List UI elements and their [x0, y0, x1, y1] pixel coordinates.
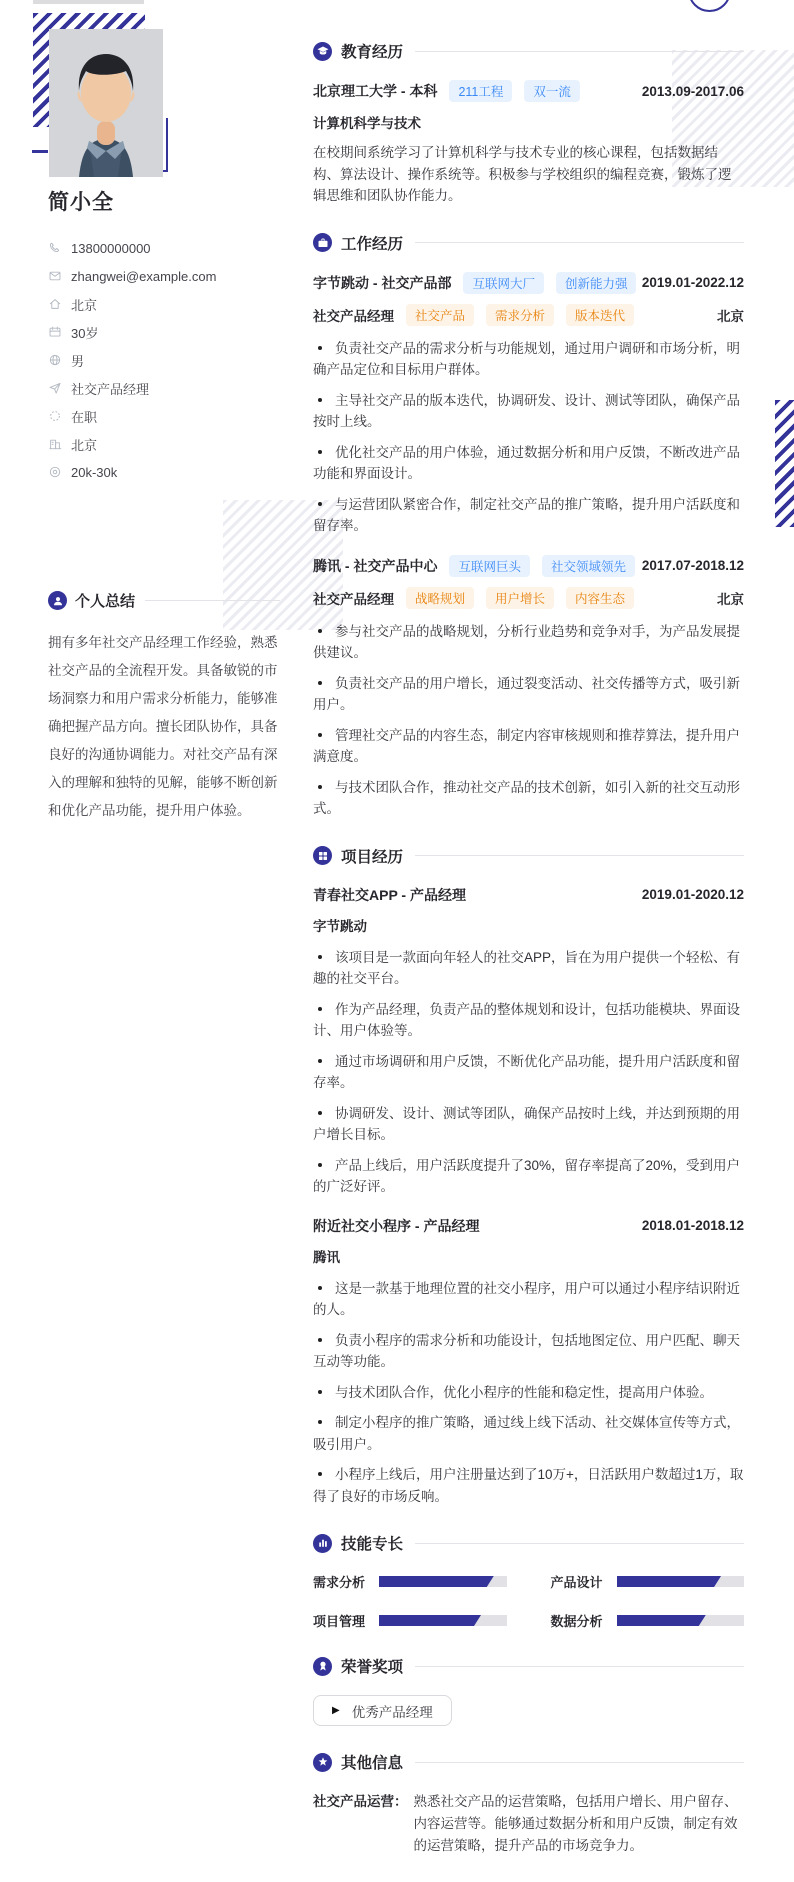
bullet-dot	[318, 1390, 322, 1394]
other-title: 其他信息	[341, 1755, 404, 1772]
school-tag: 双一流	[524, 80, 580, 102]
summary-text: 拥有多年社交产品经理工作经验，熟悉社交产品的全流程开发。具备敏锐的市场洞察力和用户需求分析能力，能够准确把握产品方向。擅长团队协作，具备良好的沟通协调能力。对社交产品有深入的理解和独特的见解，能够不断创新和优化产品功能，提升用户体验。	[48, 635, 278, 818]
project-name: 青春社交APP - 产品经理	[313, 886, 466, 903]
contact-text: 在职	[71, 409, 98, 425]
skill-label: 数据分析	[550, 1614, 603, 1629]
company-row	[313, 555, 744, 577]
position-icon	[48, 381, 62, 395]
photo-corner-bracket	[166, 118, 168, 172]
honor-label: 优秀产品经理	[351, 1704, 433, 1720]
home-icon	[48, 297, 62, 311]
work-date: 2019.01-2022.12	[641, 275, 744, 290]
section-divider	[415, 51, 744, 52]
age-icon	[48, 325, 62, 339]
projects-title: 项目经历	[341, 848, 404, 866]
bullet-dot	[318, 1007, 322, 1011]
project-head-row	[313, 1216, 744, 1236]
section-divider	[415, 1762, 744, 1763]
skill-label: 项目管理	[313, 1614, 366, 1629]
contact-text: 13800000000	[71, 240, 151, 256]
bullet-item: 通过市场调研和用户反馈，不断优化产品功能，提升用户活跃度和留存率。	[313, 1053, 740, 1090]
role-name: 社交产品经理	[313, 308, 394, 324]
education-title: 教育经历	[341, 44, 404, 61]
bullet-item: 负责社交产品的用户增长，通过裂变活动、社交传播等方式，吸引新用户。	[313, 675, 740, 712]
work-location: 北京	[717, 591, 744, 607]
work-section	[313, 232, 744, 820]
mail-icon	[48, 269, 62, 283]
contact-item	[48, 234, 280, 262]
graduation-cap-icon	[313, 42, 332, 61]
role-tag: 需求分析	[486, 304, 554, 326]
bullet-dot	[318, 1420, 322, 1424]
medal-icon	[313, 1657, 332, 1676]
education-item	[313, 80, 744, 207]
company-tag: 互联网巨头	[449, 555, 530, 577]
contact-item	[48, 374, 280, 402]
skill-bar-track	[379, 1576, 507, 1587]
role-row	[313, 587, 744, 609]
honor-chip[interactable]	[313, 1695, 452, 1726]
contact-item	[48, 318, 280, 346]
other-info-text: 熟悉社交产品的运营策略，包括用户增长、用户留存、内容运营等。能够通过数据分析和用户反馈，制定有效的运营策略，提升产品的市场竞争力。	[413, 1794, 738, 1853]
bullet-item: 与技术团队合作，优化小程序的性能和稳定性，提高用户体验。	[313, 1382, 744, 1404]
contact-item	[48, 262, 280, 290]
bullet-dot	[318, 1338, 322, 1342]
user-icon	[48, 591, 67, 610]
bullet-item: 协调研发、设计、测试等团队，确保产品按时上线，并达到预期的用户增长目标。	[313, 1105, 740, 1142]
major-row	[313, 112, 744, 132]
briefcase-icon	[313, 233, 332, 252]
bullet-dot	[318, 955, 322, 959]
contact-text: 北京	[71, 297, 98, 313]
contact-item	[48, 402, 280, 430]
bullet-dot	[318, 733, 322, 737]
skill-item	[551, 1611, 745, 1630]
bullet-item: 优化社交产品的用户体验，通过数据分析和用户反馈，不断改进产品功能和界面设计。	[313, 444, 740, 481]
company-tag: 创新能力强	[556, 272, 637, 294]
city-icon	[48, 437, 62, 451]
projects-section	[313, 845, 744, 1508]
bullet-item: 与运营团队紧密合作，制定社交产品的推广策略，提升用户活跃度和留存率。	[313, 496, 740, 533]
education-head-row	[313, 80, 744, 102]
section-divider	[415, 1543, 744, 1544]
project-date: 2018.01-2018.12	[641, 1218, 744, 1233]
skill-label: 需求分析	[313, 1575, 366, 1590]
skill-bar-fill	[617, 1576, 722, 1587]
bullet-item: 作为产品经理，负责产品的整体规划和设计，包括功能模块、界面设计、用户体验等。	[313, 1001, 740, 1038]
gender-icon	[48, 353, 62, 367]
major-name: 计算机科学与技术	[313, 116, 421, 131]
contact-text: 20k-30k	[71, 464, 118, 480]
contact-text: 男	[71, 353, 85, 369]
project-item	[313, 1216, 744, 1508]
work-item	[313, 555, 744, 820]
role-tag: 版本迭代	[566, 304, 634, 326]
section-divider	[145, 600, 280, 601]
summary-section	[48, 590, 280, 825]
bullet-dot	[318, 785, 322, 789]
grid-icon	[313, 846, 332, 865]
bullet-item: 这是一款基于地理位置的社交小程序，用户可以通过小程序结识附近的人。	[313, 1280, 740, 1317]
skill-item	[313, 1611, 507, 1630]
bullet-item: 管理社交产品的内容生态，制定内容审核规则和推荐算法，提升用户满意度。	[313, 727, 740, 764]
role-name: 社交产品经理	[313, 591, 394, 607]
school-name: 北京理工大学 - 本科	[313, 83, 438, 99]
section-divider	[415, 855, 744, 856]
bullet-dot	[318, 681, 322, 685]
work-item	[313, 272, 744, 537]
project-company-row	[313, 1246, 744, 1266]
contact-item	[48, 458, 280, 486]
bullet-item: 产品上线后，用户活跃度提升了30%，留存率提高了20%，受到用户的广泛好评。	[313, 1157, 741, 1194]
section-divider	[415, 1666, 744, 1667]
bullet-list	[313, 338, 744, 537]
other-section	[313, 1751, 744, 1857]
role-tag: 战略规划	[406, 587, 474, 609]
bullet-dot	[318, 398, 322, 402]
sidebar	[48, 186, 280, 825]
contact-text: 北京	[71, 437, 98, 453]
bullet-dot	[318, 629, 322, 633]
photo-dash-decoration	[32, 150, 48, 153]
project-name: 附近社交小程序 - 产品经理	[313, 1217, 480, 1234]
project-company: 腾讯	[313, 1249, 340, 1265]
bullet-list	[313, 947, 744, 1198]
work-location: 北京	[717, 308, 744, 324]
contact-text: 社交产品经理	[71, 381, 150, 397]
project-date: 2019.01-2020.12	[641, 887, 744, 902]
school-tag: 211工程	[449, 80, 512, 102]
skill-bar-fill	[379, 1615, 481, 1626]
bullet-dot	[318, 1163, 322, 1167]
project-item	[313, 885, 744, 1198]
project-head-row	[313, 885, 744, 905]
bullet-item: 与技术团队合作，推动社交产品的技术创新，如引入新的社交互动形式。	[313, 779, 740, 816]
profile-photo	[49, 29, 163, 177]
contact-item	[48, 290, 280, 318]
skill-item	[313, 1572, 507, 1591]
skill-bar-track	[617, 1576, 745, 1587]
bullet-list	[313, 621, 744, 820]
education-description: 在校期间系统学习了计算机科学与技术专业的核心课程，包括数据结构、算法设计、操作系统等。积极参与学校组织的编程竞赛，锻炼了逻辑思维和团队协作能力。	[313, 145, 732, 203]
contact-item	[48, 430, 280, 458]
skill-bar-fill	[379, 1576, 494, 1587]
project-company-row	[313, 915, 744, 935]
role-tag: 内容生态	[566, 587, 634, 609]
role-tag: 用户增长	[486, 587, 554, 609]
company-tag: 社交领域领先	[542, 555, 635, 577]
play-icon: ▶	[332, 1705, 340, 1716]
bullet-item: 小程序上线后，用户注册量达到了10万+，日活跃用户数超过1万，取得了良好的市场反响。	[313, 1467, 744, 1504]
skills-title: 技能专长	[341, 1536, 404, 1553]
bullet-dot	[318, 1472, 322, 1476]
project-company: 字节跳动	[313, 918, 367, 934]
star-icon	[313, 1753, 332, 1772]
candidate-name: 简小全	[48, 191, 114, 214]
company-row	[313, 272, 744, 294]
bullet-item: 该项目是一款面向年轻人的社交APP，旨在为用户提供一个轻松、有趣的社交平台。	[313, 949, 741, 986]
education-section	[313, 40, 744, 207]
contact-item	[48, 346, 280, 374]
bullet-item: 负责小程序的需求分析和功能设计，包括地图定位、用户匹配、聊天互动等功能。	[313, 1332, 740, 1369]
contact-text: 30岁	[71, 325, 99, 341]
skill-item	[551, 1572, 745, 1591]
skills-section	[313, 1532, 744, 1630]
bullet-list	[313, 1278, 744, 1508]
bullet-item: 主导社交产品的版本迭代，协调研发、设计、测试等团队，确保产品按时上线。	[313, 392, 740, 429]
summary-title: 个人总结	[75, 593, 136, 610]
bullet-dot	[318, 346, 322, 350]
bullet-dot	[318, 1286, 322, 1290]
skill-bar-track	[379, 1615, 507, 1626]
bullet-item: 参与社交产品的战略规划，分析行业趋势和竞争对手，为产品发展提供建议。	[313, 623, 740, 660]
company-name: 字节跳动 - 社交产品部	[313, 274, 452, 291]
top-gray-strip	[33, 0, 144, 4]
bullet-item: 制定小程序的推广策略，通过线上线下活动、社交媒体宣传等方式，吸引用户。	[313, 1415, 740, 1452]
honors-title: 荣誉奖项	[341, 1659, 404, 1676]
role-row	[313, 304, 744, 326]
role-tag: 社交产品	[406, 304, 474, 326]
status-icon	[48, 409, 62, 423]
company-name: 腾讯 - 社交产品中心	[313, 557, 438, 574]
skill-label: 产品设计	[550, 1575, 603, 1590]
honors-section	[313, 1655, 744, 1726]
bar-chart-icon	[313, 1534, 332, 1553]
bullet-dot	[318, 502, 322, 506]
work-title: 工作经历	[341, 235, 404, 253]
other-info-label: 社交产品运营：	[313, 1794, 408, 1809]
work-date: 2017.07-2018.12	[641, 558, 744, 573]
phone-icon	[48, 241, 62, 255]
bullet-item: 负责社交产品的需求分析与功能规划，通过用户调研和市场分析，明确产品定位和目标用户群体。	[313, 340, 740, 377]
contact-text: zhangwei@example.com	[71, 268, 217, 284]
skill-bar-track	[617, 1615, 745, 1626]
salary-icon	[48, 465, 62, 479]
section-divider	[415, 242, 744, 243]
education-date: 2013.09-2017.06	[641, 83, 744, 99]
bullet-dot	[318, 1111, 322, 1115]
bullet-dot	[318, 450, 322, 454]
stripe-decoration-right	[775, 400, 794, 527]
skill-bar-fill	[617, 1615, 706, 1626]
bullet-dot	[318, 1059, 322, 1063]
company-tag: 互联网大厂	[463, 272, 544, 294]
main-column	[313, 40, 744, 1882]
contact-list	[48, 234, 280, 486]
top-circle-decoration	[688, 0, 731, 12]
